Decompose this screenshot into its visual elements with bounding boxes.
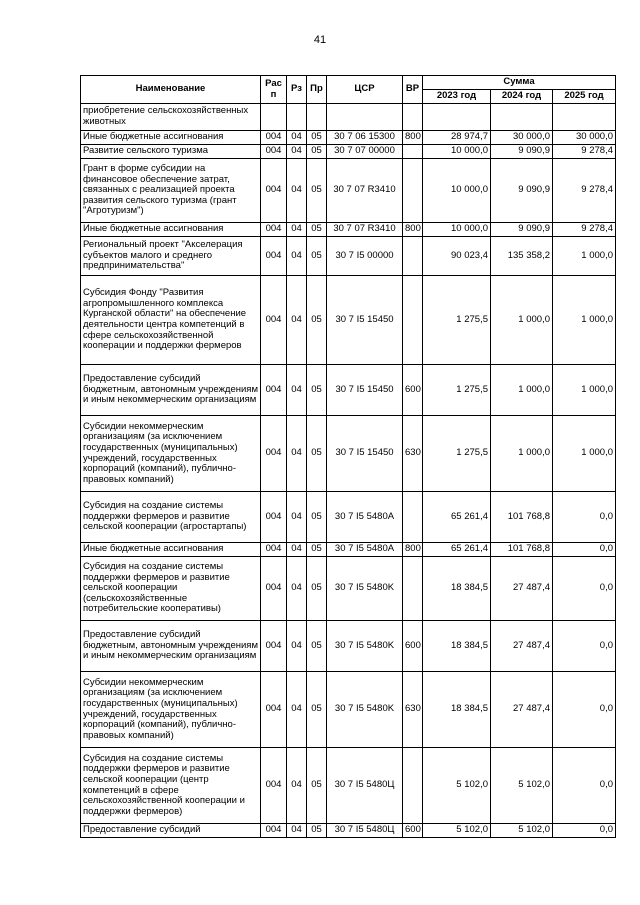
table-row (81, 237, 616, 276)
row-rz: 04 (287, 621, 307, 672)
row-rasp: 004 (261, 824, 287, 838)
row-amount-2025: 9 278,4 (553, 159, 616, 223)
row-amount-2024: 101 768,8 (491, 543, 553, 557)
table-row (81, 104, 616, 131)
row-amount-2024: 1 000,0 (491, 416, 553, 492)
row-csr: 30 7 I5 5480Ц (327, 824, 403, 838)
row-vr (403, 104, 423, 131)
row-amount-2025: 0,0 (553, 748, 616, 824)
row-csr: 30 7 07 R3410 (327, 223, 403, 237)
row-pr: 05 (307, 223, 327, 237)
row-rz: 04 (287, 223, 307, 237)
row-rasp (261, 104, 287, 131)
row-rz: 04 (287, 131, 307, 145)
row-amount-2025: 0,0 (553, 824, 616, 838)
row-rz: 04 (287, 748, 307, 824)
row-amount-2024: 101 768,8 (491, 492, 553, 543)
row-rasp: 004 (261, 557, 287, 621)
row-amount-2025: 1 000,0 (553, 276, 616, 365)
page-number: 41 (313, 34, 327, 46)
row-amount-2024: 9 090,9 (491, 159, 553, 223)
row-vr: 800 (403, 543, 423, 557)
row-vr (403, 276, 423, 365)
row-name: Субсидии некоммерческим организациям (за исключением государственных (муниципальных) учреждений, государственных корпораций (компаний), публично-правовых компаний) (81, 416, 261, 492)
row-amount-2025: 0,0 (553, 492, 616, 543)
row-amount-2024: 27 487,4 (491, 621, 553, 672)
row-name: Предоставление субсидий бюджетным, автономным учреждениям и иным некоммерческим организациям (81, 621, 261, 672)
row-pr: 05 (307, 276, 327, 365)
row-rz: 04 (287, 492, 307, 543)
row-amount-2025 (553, 104, 616, 131)
row-amount-2024: 30 000,0 (491, 131, 553, 145)
row-amount-2025: 30 000,0 (553, 131, 616, 145)
row-pr: 05 (307, 557, 327, 621)
row-amount-2023: 65 261,4 (423, 543, 491, 557)
row-vr: 630 (403, 416, 423, 492)
row-rz: 04 (287, 237, 307, 276)
table-row (81, 145, 616, 159)
row-amount-2024: 9 090,9 (491, 145, 553, 159)
row-rz: 04 (287, 145, 307, 159)
row-pr: 05 (307, 543, 327, 557)
row-name: Субсидия на создание системы поддержки фермеров и развитие сельской кооперации (сельскохозяйственные потребительские кооперативы) (81, 557, 261, 621)
row-amount-2024: 9 090,9 (491, 223, 553, 237)
row-amount-2025: 0,0 (553, 557, 616, 621)
row-vr (403, 145, 423, 159)
row-amount-2023: 90 023,4 (423, 237, 491, 276)
row-name: приобретение сельскохозяйственных животных (81, 104, 261, 131)
row-amount-2023: 28 974,7 (423, 131, 491, 145)
row-amount-2025: 9 278,4 (553, 145, 616, 159)
row-amount-2025: 1 000,0 (553, 365, 616, 416)
header-csr: ЦСР (327, 76, 403, 104)
row-name: Иные бюджетные ассигнования (81, 543, 261, 557)
row-amount-2024: 5 102,0 (491, 748, 553, 824)
row-rz: 04 (287, 365, 307, 416)
header-year-2023: 2023 год (423, 90, 491, 104)
row-pr: 05 (307, 748, 327, 824)
header-year-2025: 2025 год (553, 90, 616, 104)
row-rasp: 004 (261, 543, 287, 557)
row-amount-2023: 18 384,5 (423, 672, 491, 748)
row-vr (403, 159, 423, 223)
row-name: Предоставление субсидий бюджетным, автономным учреждениям и иным некоммерческим организациям (81, 365, 261, 416)
row-rasp: 004 (261, 416, 287, 492)
table-row (81, 824, 616, 838)
row-csr: 30 7 07 00000 (327, 145, 403, 159)
row-amount-2024: 1 000,0 (491, 365, 553, 416)
row-name: Субсидия на создание системы поддержки фермеров и развитие сельской кооперации (центр компетенций в сфере сельскохозяйственной кооперации и поддержки фермеров) (81, 748, 261, 824)
row-csr: 30 7 I5 15450 (327, 365, 403, 416)
row-csr: 30 7 I5 15450 (327, 416, 403, 492)
row-amount-2024 (491, 104, 553, 131)
row-rasp: 004 (261, 237, 287, 276)
row-amount-2023: 1 275,5 (423, 365, 491, 416)
row-amount-2023: 18 384,5 (423, 557, 491, 621)
row-pr: 05 (307, 416, 327, 492)
row-amount-2023: 10 000,0 (423, 145, 491, 159)
table-row (81, 543, 616, 557)
table-row (81, 748, 616, 824)
row-rasp: 004 (261, 365, 287, 416)
row-vr (403, 237, 423, 276)
row-vr: 600 (403, 824, 423, 838)
table-row (81, 159, 616, 223)
table-row (81, 672, 616, 748)
row-vr (403, 492, 423, 543)
row-amount-2023: 10 000,0 (423, 159, 491, 223)
row-amount-2023: 5 102,0 (423, 748, 491, 824)
budget-table (80, 75, 616, 838)
row-amount-2023: 18 384,5 (423, 621, 491, 672)
row-amount-2024: 27 487,4 (491, 557, 553, 621)
row-rz: 04 (287, 557, 307, 621)
row-csr: 30 7 I5 5480K (327, 621, 403, 672)
row-rasp: 004 (261, 145, 287, 159)
table-row (81, 492, 616, 543)
row-vr: 800 (403, 223, 423, 237)
row-pr: 05 (307, 621, 327, 672)
header-summa: Сумма (423, 76, 616, 90)
header-pr: Пр (307, 76, 327, 104)
row-amount-2024: 1 000,0 (491, 276, 553, 365)
row-name: Субсидия Фонду "Развития агропромышленного комплекса Курганской области" на обеспечение деятельности центра компетенций в сфере сельскохозяйственной кооперации и поддержки фермеров (81, 276, 261, 365)
row-rz (287, 104, 307, 131)
row-amount-2023: 1 275,5 (423, 416, 491, 492)
row-csr: 30 7 I5 5480A (327, 492, 403, 543)
row-pr: 05 (307, 237, 327, 276)
row-amount-2024: 5 102,0 (491, 824, 553, 838)
row-amount-2025: 0,0 (553, 621, 616, 672)
row-rasp: 004 (261, 621, 287, 672)
row-amount-2025: 1 000,0 (553, 416, 616, 492)
header-rasp: Рас п (261, 76, 287, 104)
row-rasp: 004 (261, 492, 287, 543)
header-rz: Рз (287, 76, 307, 104)
row-pr (307, 104, 327, 131)
row-pr: 05 (307, 824, 327, 838)
row-amount-2024: 27 487,4 (491, 672, 553, 748)
row-pr: 05 (307, 365, 327, 416)
row-name: Региональный проект "Акселерация субъектов малого и среднего предпринимательства" (81, 237, 261, 276)
row-csr (327, 104, 403, 131)
table-row (81, 416, 616, 492)
table-row (81, 131, 616, 145)
row-vr: 630 (403, 672, 423, 748)
row-vr: 600 (403, 365, 423, 416)
row-name: Развитие сельского туризма (81, 145, 261, 159)
row-rz: 04 (287, 416, 307, 492)
row-vr (403, 748, 423, 824)
row-rz: 04 (287, 824, 307, 838)
row-csr: 30 7 I5 5480Ц (327, 748, 403, 824)
row-pr: 05 (307, 492, 327, 543)
row-amount-2025: 9 278,4 (553, 223, 616, 237)
table-row (81, 621, 616, 672)
row-pr: 05 (307, 145, 327, 159)
row-amount-2023: 5 102,0 (423, 824, 491, 838)
row-pr: 05 (307, 672, 327, 748)
row-rz: 04 (287, 276, 307, 365)
header-name: Наименование (81, 76, 261, 104)
row-rasp: 004 (261, 131, 287, 145)
row-csr: 30 7 07 R3410 (327, 159, 403, 223)
row-rz: 04 (287, 159, 307, 223)
header-vr: ВР (403, 76, 423, 104)
row-csr: 30 7 I5 5480A (327, 543, 403, 557)
row-amount-2023: 65 261,4 (423, 492, 491, 543)
row-name: Иные бюджетные ассигнования (81, 223, 261, 237)
row-vr: 600 (403, 621, 423, 672)
header-year-2024: 2024 год (491, 90, 553, 104)
row-rasp: 004 (261, 276, 287, 365)
row-name: Иные бюджетные ассигнования (81, 131, 261, 145)
row-pr: 05 (307, 131, 327, 145)
row-vr (403, 557, 423, 621)
row-amount-2025: 0,0 (553, 672, 616, 748)
row-amount-2023: 10 000,0 (423, 223, 491, 237)
row-name: Субсидии некоммерческим организациям (за исключением государственных (муниципальных) учреждений, государственных корпораций (компаний), публично-правовых компаний) (81, 672, 261, 748)
row-csr: 30 7 I5 5480K (327, 557, 403, 621)
row-rasp: 004 (261, 672, 287, 748)
row-rasp: 004 (261, 159, 287, 223)
row-rasp: 004 (261, 748, 287, 824)
row-amount-2025: 0,0 (553, 543, 616, 557)
table-row (81, 223, 616, 237)
row-csr: 30 7 I5 00000 (327, 237, 403, 276)
row-amount-2023: 1 275,5 (423, 276, 491, 365)
row-vr: 800 (403, 131, 423, 145)
row-name: Грант в форме субсидии на финансовое обеспечение затрат, связанных с реализацией проекта развития сельского туризма (грант "Агротуризм") (81, 159, 261, 223)
table-row (81, 557, 616, 621)
row-rasp: 004 (261, 223, 287, 237)
table-row (81, 276, 616, 365)
row-rz: 04 (287, 543, 307, 557)
row-amount-2023 (423, 104, 491, 131)
row-csr: 30 7 I5 5480K (327, 672, 403, 748)
row-csr: 30 7 06 15300 (327, 131, 403, 145)
table-row (81, 365, 616, 416)
row-rz: 04 (287, 672, 307, 748)
row-name: Предоставление субсидий (81, 824, 261, 838)
row-pr: 05 (307, 159, 327, 223)
row-amount-2025: 1 000,0 (553, 237, 616, 276)
row-amount-2024: 135 358,2 (491, 237, 553, 276)
row-csr: 30 7 I5 15450 (327, 276, 403, 365)
row-name: Субсидия на создание системы поддержки фермеров и развитие сельской кооперации (агростартапы) (81, 492, 261, 543)
